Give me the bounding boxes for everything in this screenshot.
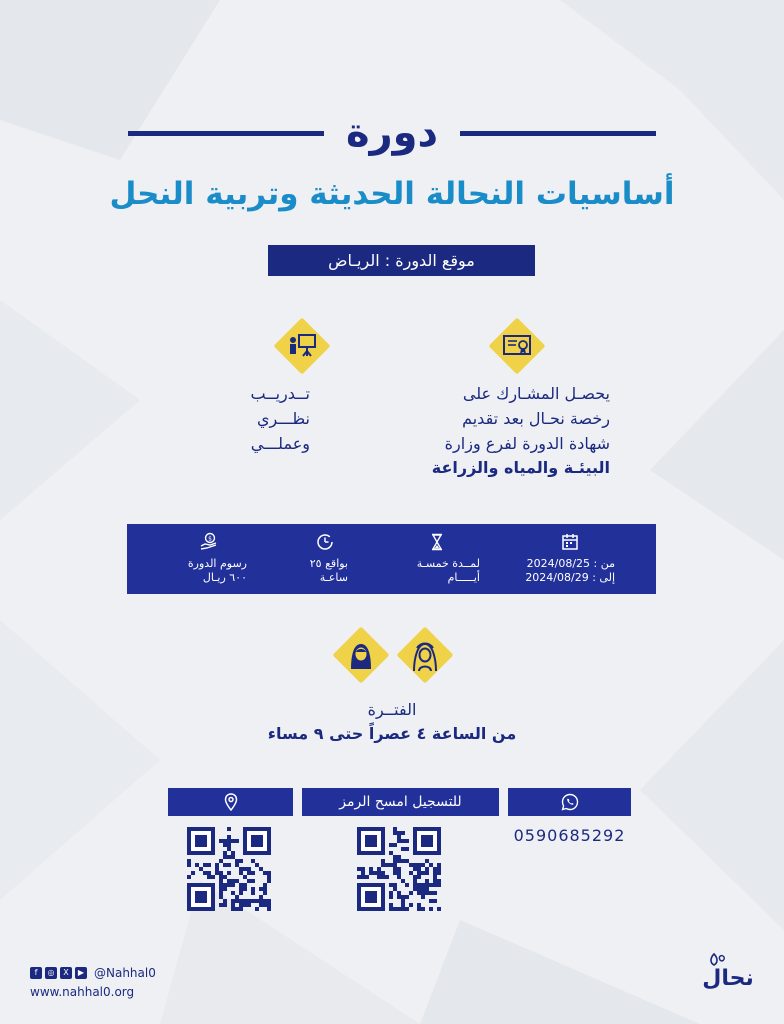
hours-line: ساعـة	[319, 571, 348, 585]
license-line: يحصـل المشـارك على	[462, 384, 610, 403]
license-description	[400, 382, 610, 481]
license-line: شهادة الدورة لفرع وزارة	[444, 433, 610, 453]
x-icon[interactable]: X	[60, 967, 72, 979]
location-qr-code[interactable]	[187, 827, 271, 911]
register-label: للتسجيل امسح الرمز	[302, 788, 499, 816]
fees-line: ٦٠٠ ريـال	[202, 571, 247, 585]
fees-text	[165, 557, 247, 586]
training-line: نظـــري	[257, 408, 310, 428]
period-title: الفتــرة	[367, 700, 417, 719]
social-links	[30, 965, 156, 981]
facebook-icon[interactable]: f	[30, 967, 42, 979]
page-title: دورة	[345, 110, 439, 156]
youtube-icon[interactable]: ▶	[75, 967, 87, 979]
title-line-left	[128, 131, 324, 136]
calendar-icon	[561, 533, 579, 551]
clock-icon	[316, 533, 334, 551]
title-line-right	[460, 131, 656, 136]
training-line: وعملـــي	[250, 433, 310, 453]
certificate-icon	[489, 318, 545, 374]
fees-line: رسوم الدورة	[187, 557, 247, 570]
whatsapp-box[interactable]	[508, 788, 631, 816]
dates-text	[500, 557, 615, 586]
brand-name: نحال	[702, 966, 754, 991]
training-description	[190, 382, 310, 456]
instagram-icon[interactable]: ◎	[45, 967, 57, 979]
brand-logo	[700, 952, 756, 998]
date-from: من : 2024/08/25	[526, 557, 615, 570]
registration-qr-code[interactable]	[357, 827, 441, 911]
training-line: تــدريــب	[250, 384, 310, 403]
whatsapp-icon	[561, 793, 579, 811]
date-to: إلى : 2024/08/29	[525, 571, 615, 585]
location-box[interactable]	[168, 788, 293, 816]
social-handle[interactable]: @Nahhal0	[94, 966, 156, 980]
hours-line: بواقع ٢٥	[309, 557, 348, 570]
website-link[interactable]: www.nahhal0.org	[30, 985, 135, 999]
svg-text:$: $	[208, 535, 212, 543]
hours-text	[268, 557, 348, 586]
location-pin-icon	[224, 793, 238, 811]
license-line: البيئـة والمياه والزراعة	[431, 458, 610, 478]
period-time: من الساعة ٤ عصراً حتى ٩ مساء	[267, 724, 517, 743]
hourglass-icon	[428, 533, 446, 551]
woman-icon	[333, 627, 389, 683]
phone-number[interactable]: 0590685292	[513, 826, 626, 845]
duration-line: أيـــــام	[447, 571, 480, 585]
duration-line: لمــدة خمسـة	[416, 557, 480, 570]
man-icon	[397, 627, 453, 683]
presentation-icon	[274, 318, 330, 374]
title-row	[128, 108, 656, 158]
duration-text	[370, 557, 480, 586]
money-hand-icon	[200, 532, 218, 550]
course-name: أساسيات النحالة الحديثة وتربية النحل	[109, 176, 675, 212]
license-line: رخصة نحـال بعد تقديم	[462, 408, 610, 428]
location-badge: موقع الدورة : الريـاض	[268, 245, 535, 276]
